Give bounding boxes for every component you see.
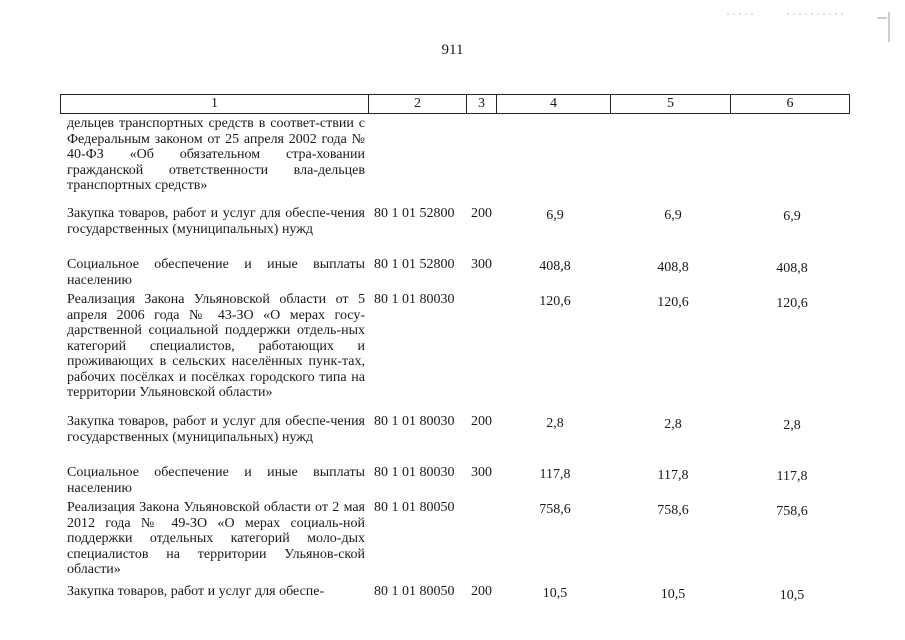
row-name: Социальное обеспечение и иные выплаты населению <box>67 257 365 288</box>
row-value-col4: 758,6 <box>539 502 571 517</box>
table-header-row <box>60 94 850 114</box>
row-name: Закупка товаров, работ и услуг для обеспе-чения государственных (муниципальных) нужд <box>67 206 365 237</box>
row-value-col5: 2,8 <box>664 417 682 432</box>
row-value-col6: 10,5 <box>779 588 805 603</box>
row-name: дельцев транспортных средств в соответ-ствии с Федеральным законом от 25 апреля 2002 года № 40-ФЗ «Об обязательном стра-ховании гражданской ответственности вла-дельцев транспортных средств» <box>67 116 365 193</box>
row-value-col5: 10,5 <box>660 587 686 602</box>
row-value-col4: 2,8 <box>546 416 564 431</box>
header-col-1: 1 <box>61 95 369 113</box>
row-code: 80 1 01 80030 <box>374 292 455 307</box>
header-col-2: 2 <box>369 95 467 113</box>
header-col-6: 6 <box>786 96 794 111</box>
row-value-col4: 6,9 <box>546 208 564 223</box>
row-value-col6: 6,9 <box>783 209 801 224</box>
header-col-4: 4 <box>497 95 611 113</box>
row-code: 80 1 01 80050 <box>374 584 455 599</box>
row-name: Закупка товаров, работ и услуг для обеспе- <box>67 584 325 599</box>
row-value-col6: 120,6 <box>776 296 808 311</box>
row-code: 80 1 01 80030 <box>374 465 455 480</box>
row-value-col5: 117,8 <box>657 468 689 483</box>
row-expense-type: 200 <box>471 584 492 599</box>
row-value-col4: 117,8 <box>539 467 571 482</box>
row-code: 80 1 01 80030 <box>374 414 455 429</box>
row-name: Социальное обеспечение и иные выплаты населению <box>67 465 365 496</box>
row-code: 80 1 01 52800 <box>374 257 455 272</box>
row-value-col5: 120,6 <box>657 295 689 310</box>
row-value-col6: 758,6 <box>776 504 808 519</box>
row-value-col4: 408,8 <box>539 259 571 274</box>
row-expense-type: 300 <box>471 465 492 480</box>
row-expense-type: 200 <box>471 206 492 221</box>
row-value-col6: 408,8 <box>776 261 808 276</box>
row-value-col6: 2,8 <box>783 418 801 433</box>
page-number: 911 <box>441 42 464 58</box>
scan-corner-marks <box>717 8 897 48</box>
row-value-col5: 6,9 <box>664 208 682 223</box>
row-code: 80 1 01 52800 <box>374 206 455 221</box>
row-value-col5: 408,8 <box>657 260 689 275</box>
row-value-col6: 117,8 <box>776 469 808 484</box>
row-value-col5: 758,6 <box>657 503 689 518</box>
row-value-col4: 10,5 <box>542 586 568 601</box>
row-code: 80 1 01 80050 <box>374 500 455 515</box>
row-expense-type: 300 <box>471 257 492 272</box>
row-name: Реализация Закона Ульяновской области от 5 апреля 2006 года № 43-ЗО «О мерах госу-дарственной социальной поддержки отдель-ных категорий специалистов, работающих и проживающих в сельских населённых пунк-тах, рабочих посёлках и посёлках городского типа на территории Ульяновской области» <box>67 292 365 400</box>
row-name: Реализация Закона Ульяновской области от 2 мая 2012 года № 49-ЗО «О мерах социаль-ной поддержки отдельных категорий моло-дых специалистов на территории Ульянов-ской области» <box>67 500 365 577</box>
row-expense-type: 200 <box>471 414 492 429</box>
row-name: Закупка товаров, работ и услуг для обеспе-чения государственных (муниципальных) нужд <box>67 414 365 445</box>
header-col-5: 5 <box>611 95 731 113</box>
row-value-col4: 120,6 <box>539 294 571 309</box>
header-col-3: 3 <box>467 95 497 113</box>
